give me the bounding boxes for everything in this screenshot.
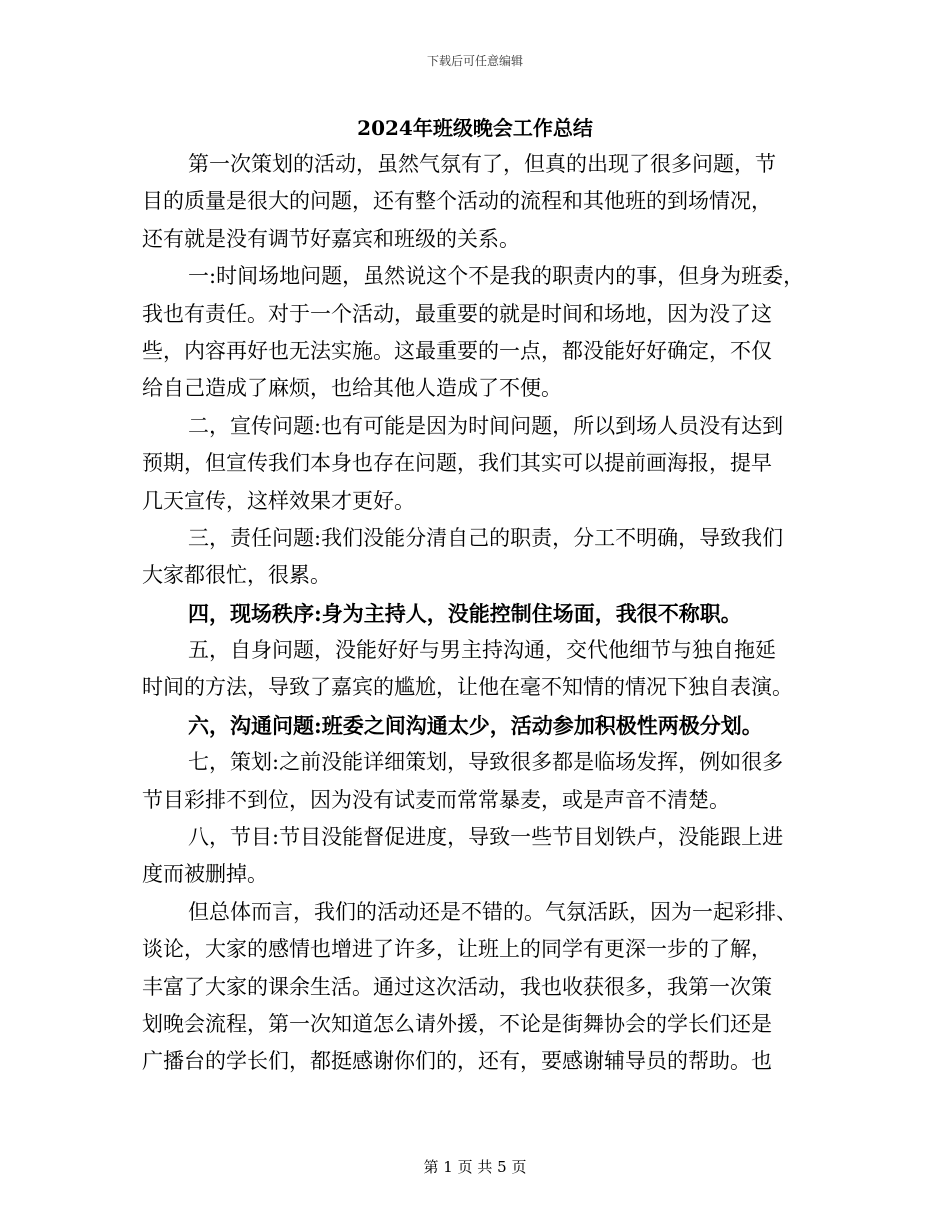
body-line: 第一次策划的活动，虽然气氛有了，但真的出现了很多问题，节 bbox=[188, 152, 776, 176]
body-line: 时间的方法，导致了嘉宾的尴尬，让他在毫不知情的情况下独自表演。 bbox=[142, 675, 793, 700]
body-line: 二，宣传问题:也有可能是因为时间问题，所以到场人员没有达到 bbox=[188, 413, 784, 438]
body-line: 目的质量是很大的问题，还有整个活动的流程和其他班的到场情况， bbox=[142, 189, 772, 214]
document-title: 2024年班级晚会工作总结 bbox=[357, 116, 593, 140]
page-header-note: 下载后可任意编辑 bbox=[426, 54, 523, 68]
body-line: 七，策划:之前没能详细策划，导致很多都是临场发挥，例如很多 bbox=[188, 750, 784, 775]
body-line: 八，节目:节目没能督促进度，导致一些节目划铁卢，没能跟上进 bbox=[188, 825, 784, 850]
body-line: 丰富了大家的课余生活。通过这次活动，我也收获很多，我第一次策 bbox=[142, 974, 772, 999]
body-line: 一:时间场地问题，虽然说这个不是我的职责内的事，但身为班委， bbox=[188, 264, 805, 289]
body-line: 几天宣传，这样效果才更好。 bbox=[142, 488, 415, 513]
body-line: 些，内容再好也无法实施。这最重要的一点，都没能好好确定，不仅 bbox=[142, 338, 772, 363]
document-body bbox=[142, 146, 818, 1081]
body-line: 我也有责任。对于一个活动，最重要的就是时间和场地，因为没了这 bbox=[142, 301, 772, 326]
body-line: 六，沟通问题:班委之间沟通太少，活动参加积极性两极分划。 bbox=[188, 712, 763, 738]
body-line: 广播台的学长们，都挺感谢你们的，还有，要感谢辅导员的帮助。也 bbox=[142, 1049, 772, 1074]
body-line: 节目彩排不到位，因为没有试麦而常常暴麦，或是声音不清楚。 bbox=[142, 787, 730, 812]
body-line: 五，自身问题，没能好好与男主持沟通，交代他细节与独自拖延 bbox=[188, 638, 776, 663]
body-line: 划晚会流程，第一次知道怎么请外援，不论是街舞协会的学长们还是 bbox=[142, 1011, 772, 1036]
body-line: 预期，但宣传我们本身也存在问题，我们其实可以提前画海报，提早 bbox=[142, 451, 772, 476]
body-line: 度而被删掉。 bbox=[142, 862, 268, 887]
body-line: 大家都很忙，很累。 bbox=[142, 563, 331, 588]
body-line: 四，现场秩序:身为主持人，没能控制住场面，我很不称职。 bbox=[188, 600, 742, 626]
body-line: 谈论，大家的感情也增进了许多，让班上的同学有更深一步的了解， bbox=[142, 937, 772, 962]
body-line: 还有就是没有调节好嘉宾和班级的关系。 bbox=[142, 226, 520, 251]
page-footer: 第 1 页 共 5 页 bbox=[423, 1158, 527, 1176]
body-line: 三，责任问题:我们没能分清自己的职责，分工不明确，导致我们 bbox=[188, 525, 784, 550]
body-line: 但总体而言，我们的活动还是不错的。气氛活跃，因为一起彩排、 bbox=[188, 899, 797, 924]
body-line: 给自己造成了麻烦，也给其他人造成了不便。 bbox=[142, 376, 562, 401]
